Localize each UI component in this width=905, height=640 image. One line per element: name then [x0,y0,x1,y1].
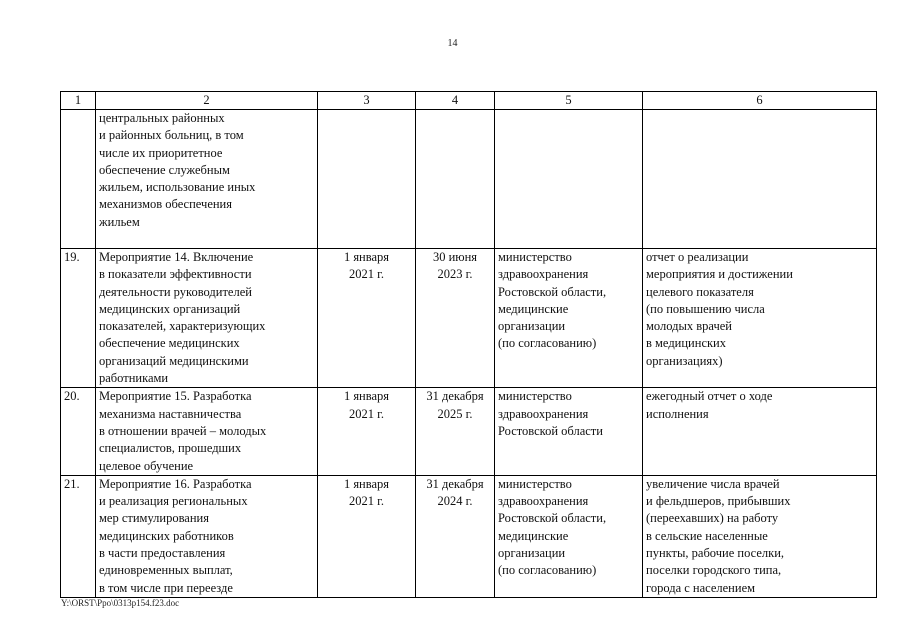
responsible: министерство здравоохранения Ростовской области, медицинские организации (по согласованию) [495,249,643,388]
start-date: 1 января 2021 г. [318,249,416,388]
expected-result: увеличение числа врачей и фельдшеров, прибывших (переехавших) на работу в сельские населенные пункты, рабочие поселки, поселки городского типа, города с населением [643,475,877,597]
measure-name: Мероприятие 14. Включение в показатели эффективности деятельности руководителей медицинских организаций показателей, характеризующих обеспечение медицинских организаций медицинскими работниками [96,249,318,388]
column-header-2: 2 [96,92,318,110]
column-header-4: 4 [416,92,495,110]
responsible [495,110,643,249]
expected-result: ежегодный отчет о ходе исполнения [643,388,877,475]
row-number: 19. [61,249,96,388]
row-number: 21. [61,475,96,597]
start-date: 1 января 2021 г. [318,388,416,475]
responsible: министерство здравоохранения Ростовской области [495,388,643,475]
expected-result: отчет о реализации мероприятия и достижении целевого показателя (по повышению числа молодых врачей в медицинских организациях) [643,249,877,388]
column-header-3: 3 [318,92,416,110]
start-date: 1 января 2021 г. [318,475,416,597]
measures-table [60,91,877,598]
page-number: 14 [447,38,458,49]
row-number [61,110,96,249]
row-number: 20. [61,388,96,475]
column-header-5: 5 [495,92,643,110]
column-header-6: 6 [643,92,877,110]
header-row [61,92,877,110]
end-date: 31 декабря 2024 г. [416,475,495,597]
responsible: министерство здравоохранения Ростовской области, медицинские организации (по согласованию) [495,475,643,597]
table-row [61,110,877,249]
file-path-footer: Y:\ORST\Ppo\0313p154.f23.doc [61,598,180,608]
measure-name: Мероприятие 15. Разработка механизма наставничества в отношении врачей – молодых специалистов, прошедших целевое обучение [96,388,318,475]
measure-name: центральных районных и районных больниц, в том числе их приоритетное обеспечение служебным жильем, использование иных механизмов обеспечения жильем [96,110,318,249]
table-row [61,475,877,597]
expected-result [643,110,877,249]
end-date: 31 декабря 2025 г. [416,388,495,475]
end-date [416,110,495,249]
table-row [61,388,877,475]
table-row [61,249,877,388]
start-date [318,110,416,249]
column-header-1: 1 [61,92,96,110]
measure-name: Мероприятие 16. Разработка и реализация региональных мер стимулирования медицинских работников в части предоставления единовременных выплат, в том числе при переезде [96,475,318,597]
end-date: 30 июня 2023 г. [416,249,495,388]
